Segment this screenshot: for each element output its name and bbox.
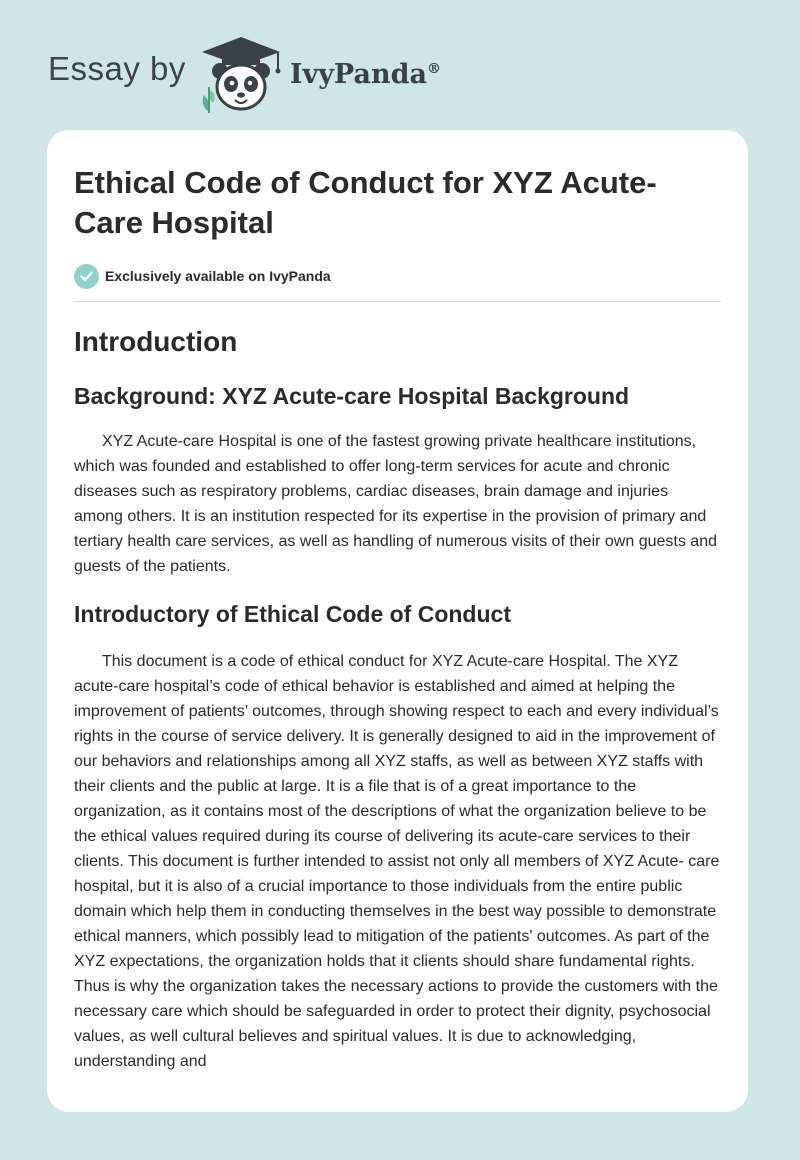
divider	[74, 301, 721, 302]
exclusive-badge	[74, 263, 721, 289]
panda-logo-icon[interactable]	[198, 35, 284, 113]
brand-prefix: Essay by	[48, 50, 186, 87]
brand-name[interactable]: IvyPanda®	[289, 58, 441, 90]
essay-card	[47, 130, 748, 1112]
brand-header	[48, 34, 441, 114]
section-heading: Introduction	[74, 326, 238, 357]
exclusive-label: Exclusively available on IvyPanda	[105, 268, 331, 284]
subsection-heading: Background: XYZ Acute-care Hospital Background	[74, 383, 630, 409]
paragraph: This document is a code of ethical conduct for XYZ Acute-care Hospital. The XYZ acute-care hospital’s code of ethical behavior is established and aimed at helping the improvement of patients’ outcomes, through showing respect to each and every individual’s rights in the course of service delivery. It is generally designed to aid in the improvement of our behaviors and relationships among all XYZ staffs, as well as between XYZ staffs with their clients and the public at large. It is a file that is of a great importance to the organization, as it contains most of the descriptions of what the organization believe to be the ethical values required during its course of delivering its acute-care services to their clients. This document is further intended to assist not only all members of XYZ Acute- care hospital, but it is also of a crucial importance to those individuals from the entire public domain which help them in conducting themselves in the best way possible to demonstrate ethical manners, which possibly lead to mitigation of the patients' outcomes. As part of the XYZ expectations, the organization holds that it clients should share fundamental rights. Thus is why the organization takes the necessary actions to provide the customers with the necessary care which should be safeguarded in order to protect their dignity, psychosocial values, as well cultural believes and spiritual values. It is due to acknowledging, understanding and	[74, 653, 720, 1070]
page-title: Ethical Code of Conduct for XYZ Acute-Care Hospital	[74, 165, 657, 240]
checkmark-icon	[74, 264, 99, 289]
paragraph: XYZ Acute-care Hospital is one of the fastest growing private healthcare institutions, which was founded and established to offer long-term services for acute and chronic diseases such as respiratory problems, cardiac diseases, brain damage and injuries among others. It is an institution respected for its expertise in the provision of primary and tertiary health care services, as well as handling of numerous visits of their own guests and guests of the patients.	[74, 433, 717, 575]
subsection-heading: Introductory of Ethical Code of Conduct	[74, 601, 511, 627]
